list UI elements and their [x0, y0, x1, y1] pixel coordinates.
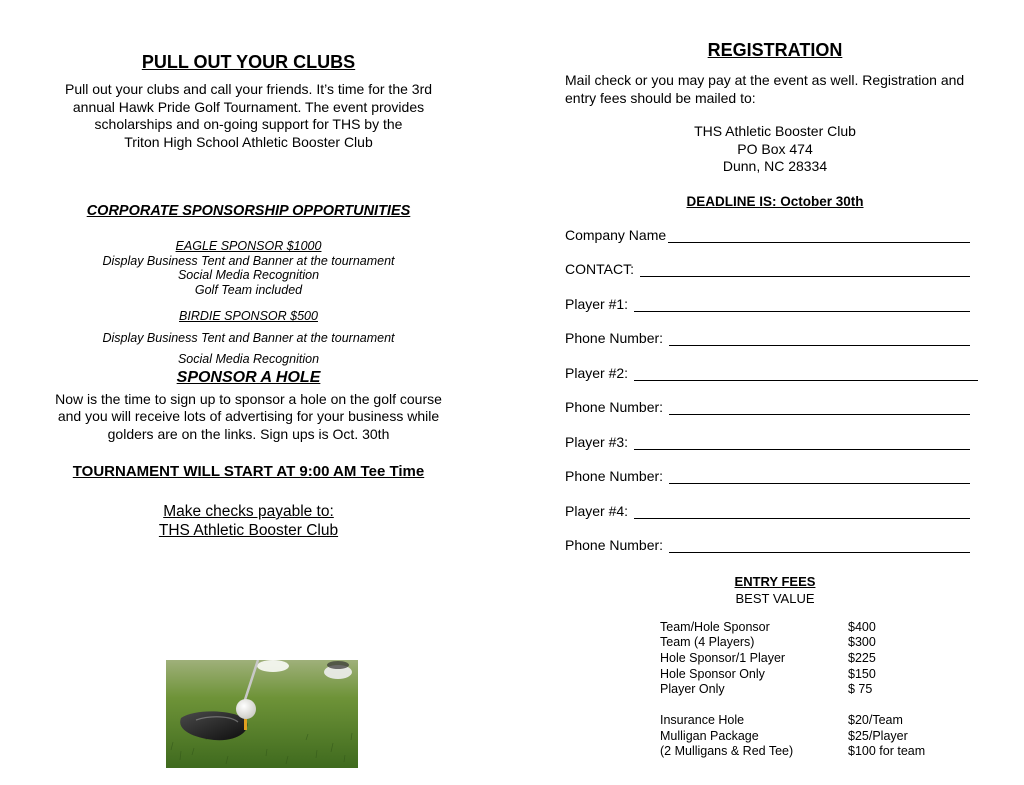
field-label: Phone Number:: [565, 468, 667, 484]
registration-intro-line: entry fees should be mailed to:: [565, 90, 756, 106]
fee-name: Hole Sponsor Only: [660, 666, 765, 681]
fee-name: Team/Hole Sponsor: [660, 619, 770, 634]
write-in-line[interactable]: [634, 365, 978, 381]
registration-column: [565, 40, 985, 760]
field-label: Phone Number:: [565, 537, 667, 553]
company-name-field[interactable]: [565, 227, 970, 262]
player-4-phone-field[interactable]: [565, 537, 970, 572]
eagle-sponsor-line: Golf Team included: [194, 282, 303, 297]
fee-row: [660, 667, 985, 683]
eagle-sponsor-line: Social Media Recognition: [177, 268, 320, 282]
fee-price: $300: [848, 635, 876, 650]
fee-row: [660, 635, 985, 651]
player-2-field[interactable]: [565, 365, 970, 400]
extra-fee-row: [660, 729, 985, 745]
address-line: PO Box 474: [737, 140, 813, 157]
field-label: Player #2:: [565, 364, 632, 381]
write-in-line[interactable]: [669, 537, 970, 553]
fee-name: Team (4 Players): [660, 635, 755, 650]
left-column: [40, 52, 457, 540]
entry-fees-table: [660, 620, 985, 761]
intro-line: Triton High School Athletic Booster Club: [124, 133, 373, 150]
field-label: CONTACT:: [565, 261, 638, 277]
intro-line: scholarships and on-going support for THS by the: [94, 116, 403, 132]
fee-row: [660, 682, 985, 698]
fee-name: (2 Mulligans & Red Tee): [660, 744, 794, 759]
fee-row: [660, 651, 985, 667]
eagle-sponsor-title: EAGLE SPONSOR $1000: [175, 239, 322, 253]
corporate-sponsorship-heading: CORPORATE SPONSORSHIP OPPORTUNITIES: [86, 203, 411, 219]
tournament-start-time: TOURNAMENT WILL START AT 9:00 AM Tee Time: [72, 463, 425, 480]
player-4-field[interactable]: [565, 503, 970, 538]
background-shoe-icon: [327, 661, 349, 669]
hole-text-line: Now is the time to sign up to sponsor a hole on the golf course: [55, 390, 442, 407]
field-label: Phone Number:: [565, 330, 667, 346]
sponsor-hole-heading: SPONSOR A HOLE: [176, 368, 321, 386]
birdie-sponsor-title: BIRDIE SPONSOR $500: [179, 309, 318, 323]
fee-price: $100 for team: [848, 744, 926, 759]
fee-name: Player Only: [660, 682, 725, 697]
birdie-sponsor-line: Social Media Recognition: [177, 352, 320, 366]
write-in-line[interactable]: [668, 227, 970, 243]
player-2-phone-field[interactable]: [565, 399, 970, 434]
fee-price: $25/Player: [848, 728, 908, 743]
eagle-sponsor-block: [40, 239, 457, 297]
field-label: Player #4:: [565, 502, 632, 519]
mailing-address: [565, 123, 985, 176]
checks-payable: [40, 502, 457, 540]
write-in-line[interactable]: [634, 434, 970, 450]
intro-paragraph: [40, 81, 457, 151]
golf-ball-icon: [236, 699, 256, 719]
deadline: DEADLINE IS: October 30th: [686, 193, 864, 209]
registration-intro: [565, 71, 985, 107]
fee-spacer: [660, 698, 985, 713]
player-3-field[interactable]: [565, 434, 970, 469]
extra-fee-row: [660, 744, 985, 760]
page-title: PULL OUT YOUR CLUBS: [141, 52, 356, 72]
birdie-sponsor-block: [40, 309, 457, 367]
fee-price: $20/Team: [848, 712, 903, 727]
registration-title: REGISTRATION: [707, 40, 843, 60]
player-1-field[interactable]: [565, 296, 970, 331]
player-3-phone-field[interactable]: [565, 468, 970, 503]
sponsor-hole-text: [40, 391, 457, 444]
fee-name: Mulligan Package: [660, 728, 759, 743]
fee-price: $225: [848, 650, 876, 665]
write-in-line[interactable]: [669, 468, 970, 484]
write-in-line[interactable]: [640, 261, 970, 277]
registration-intro-line: Mail check or you may pay at the event as well. Registration and: [565, 72, 965, 88]
golf-ball-photo: [166, 660, 358, 768]
write-in-line[interactable]: [634, 503, 970, 519]
birdie-sponsor-line: Display Business Tent and Banner at the tournament: [102, 330, 395, 345]
registration-form: [565, 227, 970, 572]
contact-field[interactable]: [565, 261, 970, 296]
background-shoe-icon: [257, 660, 289, 672]
field-label: Company Name: [565, 226, 667, 243]
fee-name: Hole Sponsor/1 Player: [660, 650, 786, 665]
intro-line: annual Hawk Pride Golf Tournament. The event provides: [72, 98, 425, 115]
fee-price: $ 75: [848, 682, 873, 697]
best-value-label: BEST VALUE: [735, 590, 815, 606]
fee-price: $400: [848, 619, 876, 634]
extra-fee-row: [660, 713, 985, 729]
eagle-sponsor-line: Display Business Tent and Banner at the tournament: [102, 253, 395, 268]
write-in-line[interactable]: [634, 296, 970, 312]
fee-row: [660, 620, 985, 636]
write-in-line[interactable]: [669, 330, 970, 346]
player-1-phone-field[interactable]: [565, 330, 970, 365]
field-label: Phone Number:: [565, 399, 667, 415]
field-label: Player #1:: [565, 295, 632, 312]
address-line: Dunn, NC 28334: [722, 158, 828, 174]
write-in-line[interactable]: [669, 399, 970, 415]
checks-line: THS Athletic Booster Club: [158, 522, 339, 539]
intro-line: Pull out your clubs and call your friends. It’s time for the 3rd: [64, 81, 433, 97]
entry-fees-heading: ENTRY FEES: [734, 573, 816, 589]
fee-price: $150: [848, 666, 876, 681]
hole-text-line: golders are on the links. Sign ups is Oct. 30th: [107, 425, 390, 442]
address-line: THS Athletic Booster Club: [694, 123, 856, 139]
field-label: Player #3:: [565, 433, 632, 450]
checks-line: Make checks payable to:: [163, 503, 334, 520]
fee-name: Insurance Hole: [660, 712, 745, 727]
hole-text-line: and you will receive lots of advertising for your business while: [57, 408, 440, 424]
